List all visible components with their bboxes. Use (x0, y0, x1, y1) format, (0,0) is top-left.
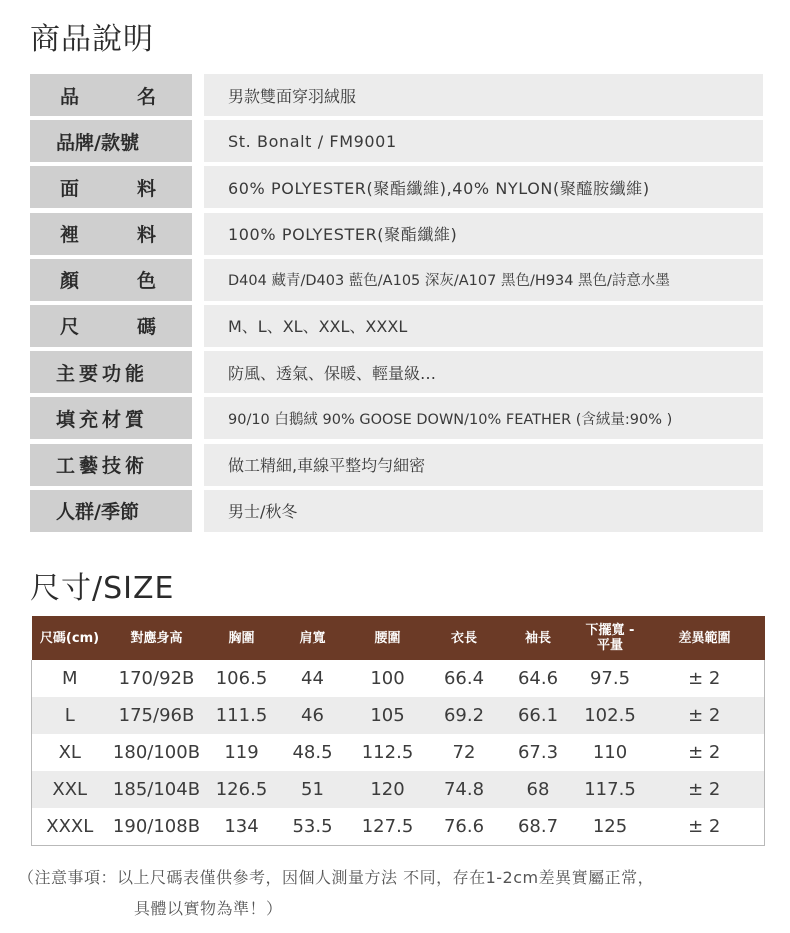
table-cell: 51 (278, 771, 348, 808)
table-cell: ± 2 (645, 808, 765, 846)
spec-label: 顏 色 (30, 259, 192, 301)
spec-value: D404 藏青/D403 藍色/A105 深灰/A107 黑色/H934 黑色/詩意水墨 (204, 259, 763, 301)
table-row (32, 660, 765, 697)
table-cell: 112.5 (361, 742, 414, 763)
spec-row-fabric (30, 166, 763, 208)
spec-label: 尺 碼 (30, 305, 192, 347)
spec-row-filling (30, 397, 763, 439)
spec-label: 人群/季節 (30, 490, 192, 532)
spec-value: 60% POLYESTER(聚酯纖維),40% NYLON(聚醯胺纖維) (204, 166, 763, 208)
table-cell: ± 2 (645, 660, 765, 697)
spec-row-craft (30, 444, 763, 486)
header-waist: 腰圍 (348, 616, 428, 660)
table-cell: 126.5 (206, 771, 278, 808)
note-line-2: 具體以實物為準！） (134, 899, 283, 918)
table-cell: 127.5 (348, 808, 428, 846)
table-cell: 48.5 (292, 742, 333, 763)
size-note (18, 862, 778, 924)
table-cell: 44 (301, 668, 324, 689)
table-row (32, 771, 765, 808)
table-cell: 102.5 (576, 697, 645, 734)
spec-label: 品 名 (30, 74, 192, 116)
table-cell: 190/108B (108, 808, 206, 846)
table-cell: 106.5 (215, 668, 268, 689)
header-chest: 胸圍 (206, 616, 278, 660)
table-cell: 68 (501, 771, 576, 808)
table-cell: L (32, 697, 108, 734)
spec-label: 面 料 (30, 166, 192, 208)
header-shoulder: 肩寬 (278, 616, 348, 660)
table-cell: 125 (576, 808, 645, 846)
table-cell: 180/100B (112, 742, 201, 763)
spec-value: 防風、透氣、保暖、輕量級… (204, 351, 763, 393)
spec-label: 品牌/款號 (30, 120, 192, 162)
header-tolerance: 差異範圍 (645, 616, 765, 660)
table-cell: XXXL (32, 808, 108, 846)
table-cell: 68.7 (501, 808, 576, 846)
table-cell: ± 2 (645, 771, 765, 808)
header-length: 衣長 (428, 616, 501, 660)
table-cell: 170/92B (118, 668, 195, 689)
table-cell: ± 2 (645, 697, 765, 734)
spec-value: M、L、XL、XXL、XXXL (204, 305, 763, 347)
table-cell: 66.4 (443, 668, 485, 689)
header-size: 尺碼(cm) (32, 616, 108, 660)
table-cell: 110 (592, 742, 628, 763)
table-row (32, 734, 765, 771)
size-section-title: 尺寸/SIZE (30, 571, 175, 606)
table-row (32, 697, 765, 734)
table-cell: 66.1 (501, 697, 576, 734)
header-height: 對應身高 (108, 616, 206, 660)
table-cell: 67.3 (517, 742, 559, 763)
product-spec-table (30, 74, 763, 536)
spec-value: 100% POLYESTER(聚酯纖維) (204, 213, 763, 255)
table-cell: 100 (370, 668, 405, 689)
size-table (31, 616, 765, 846)
spec-value: St. Bonalt / FM9001 (204, 120, 763, 162)
table-cell: XL (32, 734, 108, 771)
table-cell: 119 (224, 742, 259, 763)
product-section-title: 商品說明 (30, 22, 154, 57)
table-cell: 120 (348, 771, 428, 808)
spec-value: 男士/秋冬 (204, 490, 763, 532)
table-cell: 69.2 (428, 697, 501, 734)
table-row (32, 808, 765, 846)
spec-row-season (30, 490, 763, 532)
table-cell: ± 2 (645, 734, 765, 771)
table-cell: 64.6 (517, 668, 559, 689)
spec-value: 做工精細,車線平整均勻細密 (204, 444, 763, 486)
size-table-header (32, 616, 765, 660)
spec-value: 男款雙面穿羽絨服 (204, 74, 763, 116)
spec-value: 90/10 白鵝絨 90% GOOSE DOWN/10% FEATHER (含絨量:90% ) (204, 397, 763, 439)
spec-label: 填充材質 (30, 397, 192, 439)
table-cell: 74.8 (428, 771, 501, 808)
spec-label: 裡 料 (30, 213, 192, 255)
spec-row-function (30, 351, 763, 393)
header-hem: 下擺寬 -平量 (576, 616, 645, 660)
table-cell: M (32, 660, 108, 697)
table-cell: 76.6 (428, 808, 501, 846)
table-cell: 105 (348, 697, 428, 734)
spec-label: 工藝技術 (30, 444, 192, 486)
spec-row-color (30, 259, 763, 301)
table-cell: 111.5 (206, 697, 278, 734)
table-cell: 185/104B (108, 771, 206, 808)
spec-row-size (30, 305, 763, 347)
header-sleeve: 袖長 (501, 616, 576, 660)
table-cell: 46 (278, 697, 348, 734)
note-line-1: （注意事項：以上尺碼表僅供參考，因個人測量方法 不同，存在1-2cm差異實屬正常， (18, 868, 655, 887)
table-cell: XXL (32, 771, 108, 808)
table-cell: 53.5 (278, 808, 348, 846)
spec-row-lining (30, 213, 763, 255)
table-cell: 175/96B (108, 697, 206, 734)
spec-row-name (30, 74, 763, 116)
table-cell: 134 (206, 808, 278, 846)
table-cell: 72 (452, 742, 476, 763)
spec-label: 主要功能 (30, 351, 192, 393)
table-cell: 117.5 (576, 771, 645, 808)
table-cell: 97.5 (589, 668, 631, 689)
spec-row-brand (30, 120, 763, 162)
